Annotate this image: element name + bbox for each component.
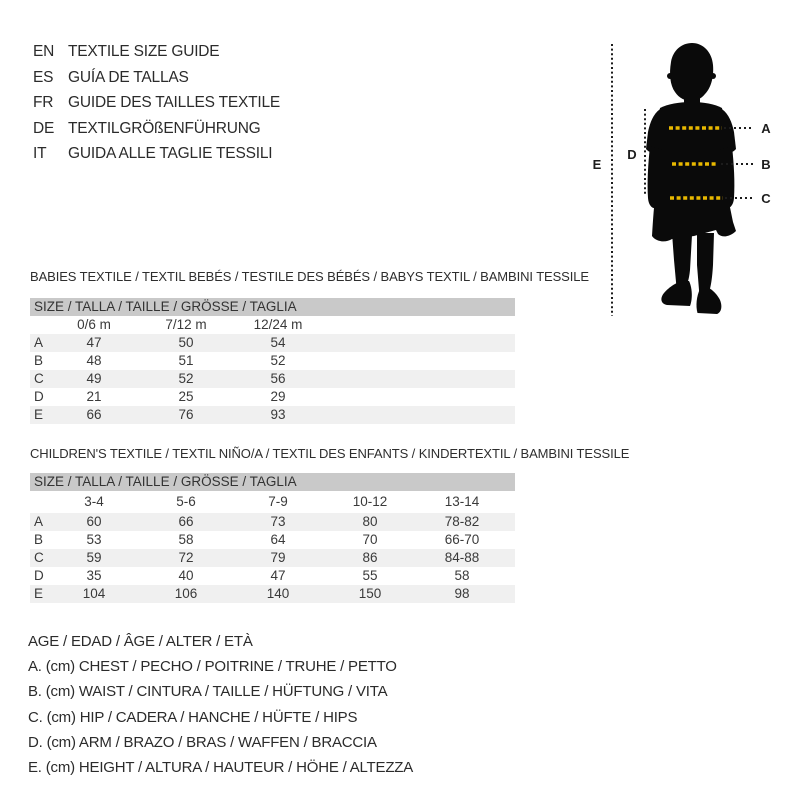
column-header: 0/6 m: [77, 317, 111, 332]
children-size-header-bar: SIZE / TALLA / TAILLE / GRÖSSE / TAGLIA: [30, 473, 515, 491]
row-label: D: [34, 389, 44, 404]
value-cell: 76: [178, 407, 194, 422]
table-row-b: [30, 352, 515, 370]
row-label: C: [34, 550, 44, 565]
legend-arm-d: D. (cm) ARM / BRAZO / BRAS / WAFFEN / BRACCIA: [28, 733, 377, 751]
language-code: EN: [33, 43, 55, 60]
marker-label-c: C: [761, 191, 771, 206]
marker-label-d: D: [627, 147, 637, 162]
value-cell: 54: [270, 335, 286, 350]
marker-label-b: B: [761, 157, 771, 172]
measurement-legend: [28, 629, 413, 780]
value-cell: 58: [178, 532, 194, 547]
value-cell: 66-70: [444, 532, 480, 547]
table-row-b: [30, 531, 515, 549]
marker-label-a: A: [761, 121, 771, 136]
babies-size-header-bar: SIZE / TALLA / TAILLE / GRÖSSE / TAGLIA: [30, 298, 515, 316]
children-table-title: CHILDREN'S TEXTILE / TEXTIL NIÑO/A / TEXTIL DES ENFANTS / KINDERTEXTIL / BAMBINI TESSILE: [30, 446, 630, 461]
language-row-en: [33, 39, 280, 65]
value-cell: 48: [86, 353, 102, 368]
table-row-d: [30, 567, 515, 585]
language-row-fr: [33, 90, 280, 116]
value-cell: 56: [270, 371, 286, 386]
babies-table-title: BABIES TEXTILE / TEXTIL BEBÉS / TESTILE DES BÉBÉS / BABYS TEXTIL / BAMBINI TESSILE: [30, 269, 589, 284]
column-header-empty: [30, 316, 48, 334]
column-header: 7/12 m: [165, 317, 207, 332]
children-column-header-row: [30, 491, 515, 513]
table-row-c: [30, 549, 515, 567]
table-row-c: [30, 370, 515, 388]
legend-age: AGE / EDAD / ÂGE / ALTER / ETÀ: [28, 633, 253, 650]
guide-title-de: TEXTILGRÖßENFÜHRUNG: [68, 119, 261, 137]
guide-title-en: TEXTILE SIZE GUIDE: [68, 43, 220, 60]
row-label: D: [34, 568, 44, 583]
legend-hip-c: C. (cm) HIP / CADERA / HANCHE / HÜFTE / HIPS: [28, 708, 358, 726]
value-cell: 52: [270, 353, 286, 368]
guide-title-es: GUÍA DE TALLAS: [68, 68, 189, 86]
value-cell: 84-88: [444, 550, 480, 565]
value-cell: 78-82: [444, 514, 480, 529]
value-cell: 21: [86, 389, 102, 404]
row-label: B: [34, 353, 44, 368]
column-header-empty: [30, 491, 48, 513]
legend-chest-a: A. (cm) CHEST / PECHO / POITRINE / TRUHE / PETTO: [28, 658, 397, 676]
language-row-de: [33, 116, 280, 142]
children-size-table: [30, 446, 630, 603]
value-cell: 47: [270, 568, 286, 583]
babies-column-header-row: [30, 316, 515, 334]
column-header: 13-14: [444, 494, 480, 509]
language-title-list: [33, 39, 280, 167]
language-row-es: [33, 65, 280, 91]
value-cell: 79: [270, 550, 286, 565]
table-row-e: [30, 406, 515, 424]
value-cell: 52: [178, 371, 194, 386]
value-cell: 66: [178, 514, 194, 529]
column-header: 5-6: [176, 494, 196, 509]
table-row-e: [30, 585, 515, 603]
row-label: A: [34, 514, 44, 529]
value-cell: 47: [86, 335, 102, 350]
value-cell: 93: [270, 407, 286, 422]
value-cell: 55: [362, 568, 378, 583]
value-cell: 59: [86, 550, 102, 565]
legend-height-e: E. (cm) HEIGHT / ALTURA / HAUTEUR / HÖHE / ALTEZZA: [28, 759, 414, 777]
marker-label-e: E: [592, 157, 602, 172]
value-cell: 64: [270, 532, 286, 547]
row-label: A: [34, 335, 44, 350]
child-silhouette-icon: [646, 43, 736, 314]
value-cell: 72: [178, 550, 194, 565]
value-cell: 106: [174, 586, 198, 601]
value-cell: 51: [178, 353, 194, 368]
language-code: DE: [33, 119, 55, 137]
value-cell: 86: [362, 550, 378, 565]
measurement-diagram: [590, 30, 790, 322]
value-cell: 40: [178, 568, 194, 583]
value-cell: 140: [266, 586, 290, 601]
language-code: IT: [33, 145, 47, 162]
value-cell: 49: [86, 371, 102, 386]
guide-title-it: GUIDA ALLE TAGLIE TESSILI: [68, 145, 273, 162]
column-header: 7-9: [268, 494, 288, 509]
value-cell: 73: [270, 514, 286, 529]
table-row-d: [30, 388, 515, 406]
value-cell: 80: [362, 514, 378, 529]
row-label: E: [34, 407, 44, 422]
value-cell: 58: [454, 568, 470, 583]
value-cell: 25: [178, 389, 194, 404]
language-code: FR: [33, 94, 54, 111]
language-row-it: [33, 141, 280, 167]
row-label: B: [34, 532, 44, 547]
column-header: 3-4: [84, 494, 104, 509]
value-cell: 35: [86, 568, 102, 583]
table-row-a: [30, 334, 515, 352]
value-cell: 150: [358, 586, 382, 601]
value-cell: 98: [454, 586, 470, 601]
value-cell: 70: [362, 532, 378, 547]
value-cell: 50: [178, 335, 194, 350]
row-label: C: [34, 371, 44, 386]
row-label: E: [34, 586, 44, 601]
value-cell: 60: [86, 514, 102, 529]
table-row-a: [30, 513, 515, 531]
legend-waist-b: B. (cm) WAIST / CINTURA / TAILLE / HÜFTUNG / VITA: [28, 683, 388, 701]
guide-title-fr: GUIDE DES TAILLES TEXTILE: [68, 94, 281, 111]
column-header: 10-12: [352, 494, 388, 509]
value-cell: 29: [270, 389, 286, 404]
value-cell: 104: [82, 586, 106, 601]
babies-size-table: [30, 269, 589, 424]
value-cell: 66: [86, 407, 102, 422]
language-code: ES: [33, 68, 54, 86]
value-cell: 53: [86, 532, 102, 547]
column-header: 12/24 m: [253, 317, 303, 332]
